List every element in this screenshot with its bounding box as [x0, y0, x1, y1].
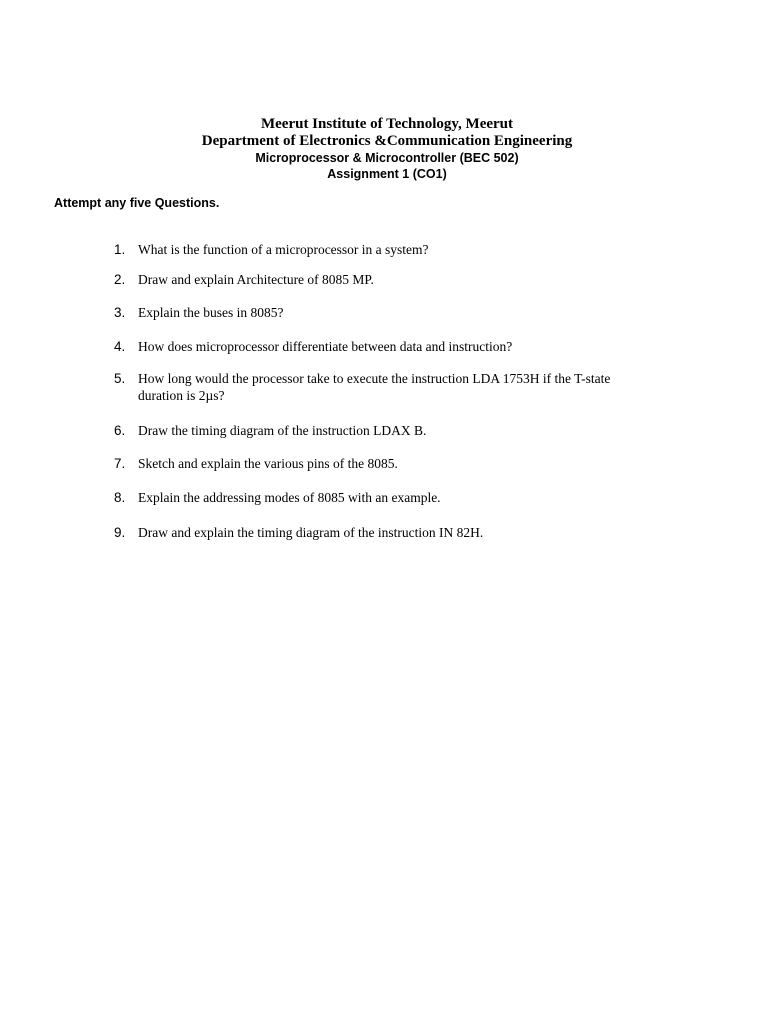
question-text: Explain the buses in 8085?: [138, 305, 284, 320]
question-number: 1.: [114, 242, 126, 257]
question-text: What is the function of a microprocessor in a system?: [138, 242, 429, 257]
question-number: 4.: [114, 339, 126, 354]
question-number: 5.: [114, 371, 126, 386]
instruction-text: Attempt any five Questions.: [54, 196, 220, 210]
question-number: 9.: [114, 525, 126, 540]
question-text: How does microprocessor differentiate between data and instruction?: [138, 339, 513, 354]
question-text: Sketch and explain the various pins of the 8085.: [138, 456, 398, 471]
question-text: Draw the timing diagram of the instruction LDAX B.: [138, 423, 427, 438]
question-text: How long would the processor take to execute the instruction LDA 1753H if the T-state duration is 2µs?: [138, 371, 611, 403]
assignment-title: Assignment 1 (CO1): [327, 167, 447, 181]
question-text: Explain the addressing modes of 8085 with an example.: [138, 490, 441, 505]
question-number: 6.: [114, 423, 126, 438]
institute-title: Meerut Institute of Technology, Meerut: [260, 116, 514, 132]
question-number: 2.: [114, 272, 126, 287]
question-number: 3.: [114, 305, 126, 320]
question-number: 7.: [114, 456, 126, 471]
course-title: Microprocessor & Microcontroller (BEC 502): [255, 151, 519, 165]
question-number: 8.: [114, 490, 126, 505]
department-title: Department of Electronics &Communication Engineering: [201, 133, 573, 149]
question-text: Draw and explain the timing diagram of the instruction IN 82H.: [138, 525, 484, 540]
question-text: Draw and explain Architecture of 8085 MP.: [138, 272, 374, 287]
